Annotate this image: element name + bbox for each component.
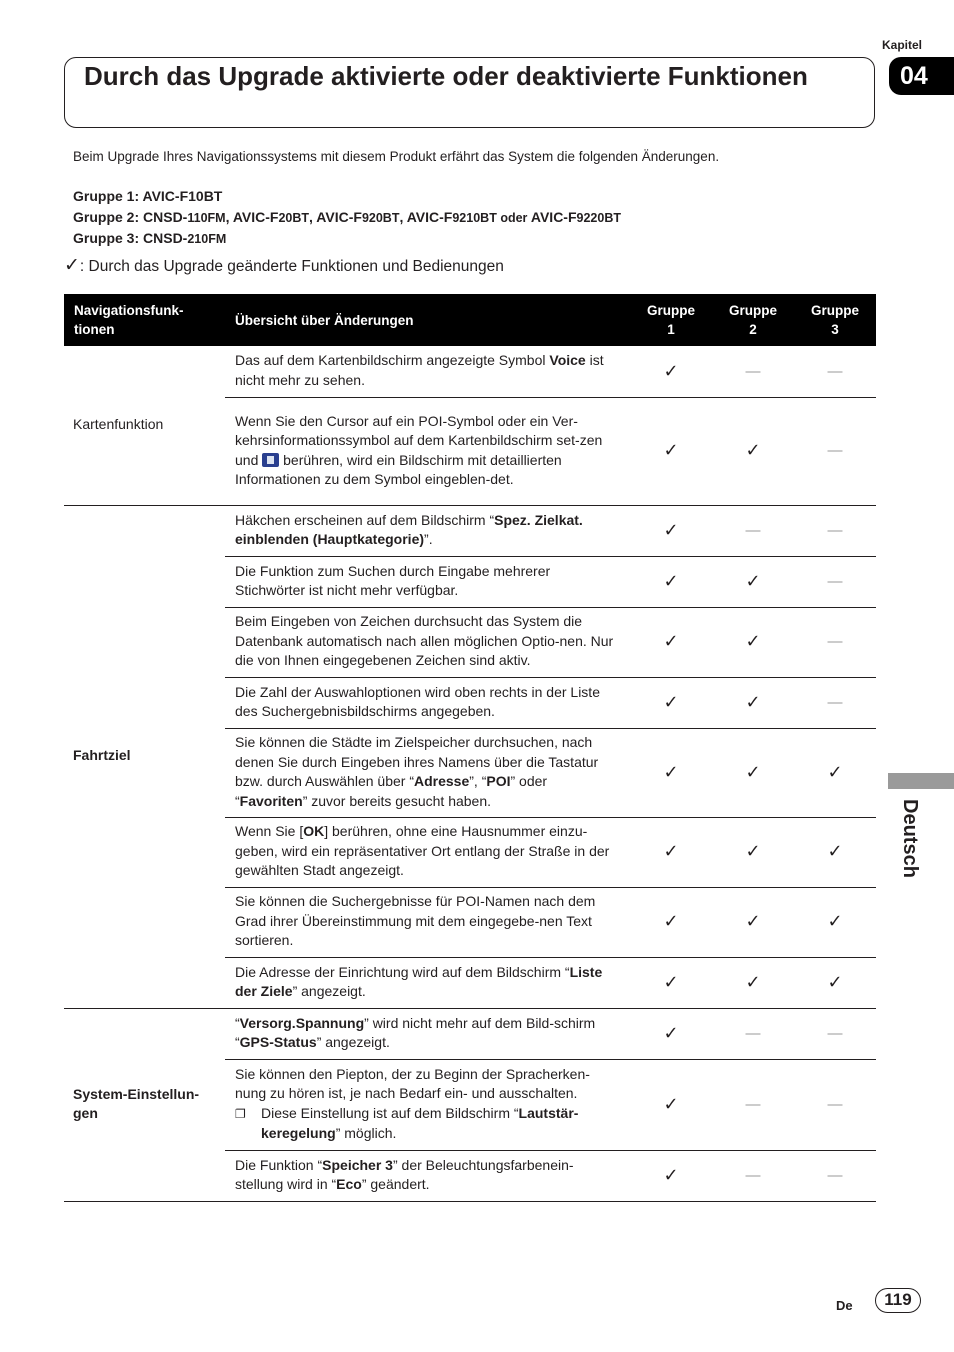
desc-text: ist nicht mehr zu sehen. <box>235 352 604 388</box>
group-3-cell: ✓ <box>794 957 876 1008</box>
desc-bold: Voice <box>549 352 586 369</box>
group-3-cell: — <box>794 1059 876 1150</box>
header-overview: Übersicht über Änderungen <box>225 294 630 346</box>
table-header-row <box>64 294 876 346</box>
desc-bold: Versorg.Spannung <box>239 1014 365 1031</box>
group-2-line <box>73 207 621 229</box>
model-part: 920BT <box>361 210 400 225</box>
group-3-cell: — <box>794 677 876 728</box>
legend <box>64 254 504 277</box>
group-1-cell: ✓ <box>630 505 712 556</box>
desc-bold: Favoriten <box>239 792 303 809</box>
table-row <box>64 505 876 556</box>
model-part: AVIC-F <box>530 208 577 225</box>
desc-text: Häkchen erscheinen auf dem Bildschirm “ <box>235 511 495 528</box>
group-2-cell: ✓ <box>712 887 794 957</box>
group-2-cell: — <box>712 505 794 556</box>
table-row <box>64 346 876 397</box>
group-1-line <box>73 186 621 207</box>
desc-text: Die Adresse der Einrichtung wird auf dem Bildschirm “ <box>235 963 570 980</box>
group-1-label: Gruppe 1: <box>73 188 143 204</box>
checkmark-icon: ✓ <box>64 255 80 276</box>
description-cell <box>225 728 630 817</box>
group-3-cell: — <box>794 1150 876 1201</box>
header-functions: Navigationsfunk-tionen <box>64 294 225 346</box>
changes-table <box>64 294 876 1202</box>
header-group-2 <box>712 294 794 346</box>
description-cell <box>225 957 630 1008</box>
desc-text: ” der Beleuchtungsfarbenein-stellung wird in “ <box>235 1156 574 1192</box>
group-1-cell: ✓ <box>630 677 712 728</box>
desc-bold: Liste der Ziele <box>235 963 603 999</box>
header-number: 1 <box>667 322 675 337</box>
language-side-tab: Deutsch <box>899 799 921 878</box>
note-bold: Lautstär-keregelung <box>261 1104 579 1141</box>
group-list <box>73 186 621 250</box>
description-cell <box>225 505 630 556</box>
desc-text: ”. <box>424 531 433 547</box>
intro-text: Beim Upgrade Ihres Navigationssystems mit diesem Produkt erfährt das System die folgenden Änderungen. <box>73 149 720 164</box>
group-3-cell: — <box>794 607 876 677</box>
note-text: ” möglich. <box>335 1125 397 1141</box>
group-3-cell: — <box>794 556 876 607</box>
desc-bold: Spez. Zielkat. einblenden (Hauptkategorie) <box>235 511 583 547</box>
model-part: , AVIC-F <box>225 208 279 225</box>
description-cell: Die Funktion zum Suchen durch Eingabe mehrerer Stichwörter ist nicht mehr verfügbar. <box>225 556 630 607</box>
group-1-cell: ✓ <box>630 1059 712 1150</box>
desc-text: ] berühren, ohne eine Hausnummer einzu-geben, wird ein repräsentativer Ort entlang der Straße in der gewählten Stadt angezeigt. <box>235 823 610 879</box>
desc-text: “ <box>235 1014 240 1031</box>
group-1-cell: ✓ <box>630 957 712 1008</box>
desc-bold: Speicher 3 <box>322 1156 393 1173</box>
note <box>235 1104 620 1144</box>
category-destination: Fahrtziel <box>64 505 225 1008</box>
group-1-cell: ✓ <box>630 1150 712 1201</box>
group-3-label: Gruppe 3: <box>73 230 144 247</box>
group-1-cell: ✓ <box>630 817 712 887</box>
model-part: 210FM <box>187 232 227 247</box>
group-2-cell: — <box>712 1150 794 1201</box>
desc-text: ”, “ <box>469 773 487 789</box>
note-icon: ❐ <box>235 1106 246 1121</box>
group-2-label: Gruppe 2: <box>73 208 144 225</box>
description-cell: Beim Eingeben von Zeichen durchsucht das System die Datenbank automatisch nach allen möglichen Optio-nen. Nur die von Ihnen eingegebenen Zeichen sind aktiv. <box>225 607 630 677</box>
table-row <box>64 1008 876 1059</box>
group-1-cell: ✓ <box>630 397 712 505</box>
description-cell <box>225 1150 630 1201</box>
header-group-3 <box>794 294 876 346</box>
group-2-cell: — <box>712 1059 794 1150</box>
group-2-cell: ✓ <box>712 728 794 817</box>
group-2-cell: ✓ <box>712 817 794 887</box>
header-number: 2 <box>749 322 757 337</box>
desc-bold: Adresse <box>414 773 470 789</box>
desc-text: ” geändert. <box>361 1176 430 1192</box>
legend-text: : Durch das Upgrade geänderte Funktionen und Bedienungen <box>79 258 504 275</box>
header-label: Gruppe <box>728 303 777 318</box>
model-part: , AVIC-F <box>309 208 362 225</box>
model-part: 9210BT <box>452 210 497 225</box>
note-text: Diese Einstellung ist auf dem Bildschirm “ <box>261 1104 519 1121</box>
group-1-cell: ✓ <box>630 556 712 607</box>
description-cell <box>225 1008 630 1059</box>
description-cell <box>225 817 630 887</box>
group-3-cell: — <box>794 1008 876 1059</box>
header-label: Gruppe <box>810 303 859 318</box>
desc-text: ” oder “ <box>235 773 548 809</box>
model-part: , AVIC-F <box>399 208 453 225</box>
model-part: CNSD- <box>143 208 188 225</box>
group-3-cell: — <box>794 397 876 505</box>
desc-text: Sie können die Städte im Zielspeicher durchsuchen, nach denen Sie durch Eingeben ihres Namens über die Tastatur bzw. durch Auswählen über “ <box>235 734 599 789</box>
model-part: oder <box>496 210 531 225</box>
desc-text: Die Funktion “ <box>235 1156 323 1173</box>
desc-text: ” angezeigt. <box>292 983 366 999</box>
desc-bold: OK <box>303 823 325 840</box>
group-1-cell: ✓ <box>630 728 712 817</box>
group-3-cell: ✓ <box>794 887 876 957</box>
footer-language: De <box>836 1298 853 1313</box>
group-3-cell: — <box>794 505 876 556</box>
header-group-1 <box>630 294 712 346</box>
category-system-settings: System-Einstellun-gen <box>64 1008 225 1201</box>
desc-text: Das auf dem Kartenbildschirm angezeigte Symbol <box>235 352 550 369</box>
description-cell <box>225 397 630 505</box>
desc-bold: Eco <box>336 1176 362 1192</box>
description-cell <box>225 346 630 397</box>
group-2-cell: ✓ <box>712 677 794 728</box>
description-cell: Sie können die Suchergebnisse für POI-Namen nach dem Grad ihrer Übereinstimmung mit dem eingegebe-nen Text sortieren. <box>225 887 630 957</box>
page-number: 119 <box>875 1288 921 1313</box>
group-2-cell: — <box>712 346 794 397</box>
desc-bold: POI <box>486 773 511 789</box>
chapter-label: Kapitel <box>882 38 923 52</box>
group-3-line <box>73 228 621 250</box>
group-1-cell: ✓ <box>630 887 712 957</box>
desc-text: ” angezeigt. <box>316 1034 390 1050</box>
header-label: Gruppe <box>646 303 695 318</box>
group-3-cell: ✓ <box>794 728 876 817</box>
desc-text: Wenn Sie [ <box>235 823 304 840</box>
group-1-cell: ✓ <box>630 1008 712 1059</box>
desc-text: Sie können den Piepton, der zu Beginn der Spracherken-nung zu hören ist, je nach Bedarf ein- und ausschalten. <box>235 1065 590 1101</box>
group-1-cell: ✓ <box>630 346 712 397</box>
group-1-model: AVIC-F10BT <box>142 188 223 204</box>
desc-text: ” zuvor bereits gesucht haben. <box>302 792 492 809</box>
info-button-icon <box>262 453 279 467</box>
model-part: 20BT <box>278 210 310 225</box>
group-2-cell: ✓ <box>712 397 794 505</box>
desc-text: Wenn Sie den Cursor auf ein POI-Symbol oder ein Ver-kehrsinformationssymbol auf dem Kartenbildschirm set-zen und <box>235 412 603 468</box>
desc-text: ” wird nicht mehr auf dem Bild-schirm “ <box>235 1014 596 1050</box>
category-map: Kartenfunktion <box>64 346 225 505</box>
group-2-cell: ✓ <box>712 607 794 677</box>
side-tab-marker <box>888 773 954 789</box>
group-2-cell: — <box>712 1008 794 1059</box>
header-number: 3 <box>831 322 839 337</box>
group-2-cell: ✓ <box>712 556 794 607</box>
chapter-number: 04 <box>889 57 954 95</box>
desc-bold: GPS-Status <box>239 1034 317 1050</box>
group-1-cell: ✓ <box>630 607 712 677</box>
model-part: 9220BT <box>576 210 621 225</box>
desc-text: berühren, wird ein Bildschirm mit detaillierten Informationen zu dem Symbol eingeblen-det. <box>235 451 562 487</box>
model-part: CNSD- <box>143 230 188 247</box>
model-part: 110FM <box>187 210 226 225</box>
description-cell <box>225 1059 630 1150</box>
group-3-cell: ✓ <box>794 817 876 887</box>
group-2-cell: ✓ <box>712 957 794 1008</box>
group-3-cell: — <box>794 346 876 397</box>
description-cell: Die Zahl der Auswahloptionen wird oben rechts in der Liste des Suchergebnisbildschirms angegeben. <box>225 677 630 728</box>
page-title: Durch das Upgrade aktivierte oder deaktivierte Funktionen <box>84 61 808 91</box>
